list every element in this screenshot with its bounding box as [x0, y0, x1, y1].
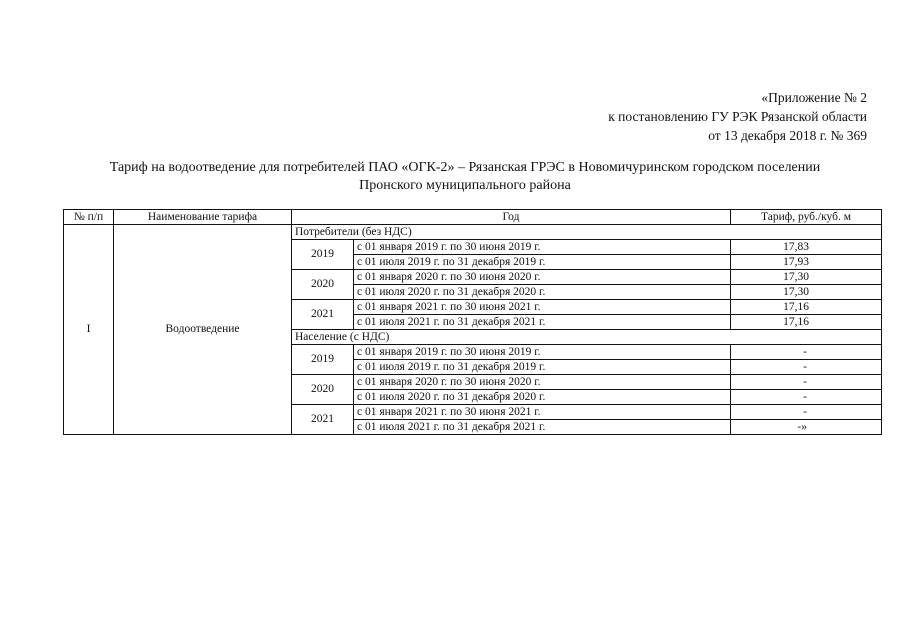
period-cell: с 01 июля 2021 г. по 31 декабря 2021 г.	[354, 420, 731, 435]
period-cell: с 01 января 2019 г. по 30 июня 2019 г.	[354, 240, 731, 255]
period-cell: с 01 июля 2020 г. по 31 декабря 2020 г.	[354, 285, 731, 300]
period-cell: с 01 января 2020 г. по 30 июня 2020 г.	[354, 270, 731, 285]
tariff-value: 17,16	[731, 300, 882, 315]
period-cell: с 01 января 2021 г. по 30 июня 2021 г.	[354, 405, 731, 420]
tariff-table	[63, 209, 882, 435]
title-line-2: Пронского муниципального района	[359, 178, 571, 193]
appendix-header	[608, 88, 867, 145]
year-cell: 2020	[292, 375, 354, 405]
year-cell: 2021	[292, 405, 354, 435]
group-label: Потребители (без НДС)	[292, 225, 882, 240]
tariff-value: -	[731, 390, 882, 405]
column-header-name: Наименование тарифа	[114, 210, 292, 225]
row-number: I	[64, 225, 114, 435]
period-cell: с 01 июля 2020 г. по 31 декабря 2020 г.	[354, 390, 731, 405]
period-cell: с 01 января 2020 г. по 30 июня 2020 г.	[354, 375, 731, 390]
tariff-value: -	[731, 360, 882, 375]
document-title	[60, 159, 870, 195]
column-header-number: № п/п	[64, 210, 114, 225]
period-cell: с 01 июля 2021 г. по 31 декабря 2021 г.	[354, 315, 731, 330]
column-header-year: Год	[292, 210, 731, 225]
tariff-value: 17,16	[731, 315, 882, 330]
tariff-value: 17,83	[731, 240, 882, 255]
tariff-value: -	[731, 405, 882, 420]
year-cell: 2020	[292, 270, 354, 300]
tariff-name: Водоотведение	[114, 225, 292, 435]
year-cell: 2019	[292, 345, 354, 375]
year-cell: 2021	[292, 300, 354, 330]
appendix-line-2: к постановлению ГУ РЭК Рязанской области	[608, 109, 867, 124]
title-line-1: Тариф на водоотведение для потребителей ПАО «ОГК-2» – Рязанская ГРЭС в Новомичуринском городском поселении	[109, 160, 821, 175]
tariff-value: 17,30	[731, 285, 882, 300]
period-cell: с 01 июля 2019 г. по 31 декабря 2019 г.	[354, 255, 731, 270]
tariff-value: -	[731, 375, 882, 390]
table-row	[64, 225, 882, 240]
appendix-line-3: от 13 декабря 2018 г. № 369	[708, 128, 867, 143]
tariff-value: -	[731, 345, 882, 360]
tariff-value: 17,93	[731, 255, 882, 270]
period-cell: с 01 января 2021 г. по 30 июня 2021 г.	[354, 300, 731, 315]
tariff-value: 17,30	[731, 270, 882, 285]
appendix-line-1: «Приложение № 2	[761, 90, 867, 105]
period-cell: с 01 июля 2019 г. по 31 декабря 2019 г.	[354, 360, 731, 375]
group-label: Население (с НДС)	[292, 330, 882, 345]
column-header-tariff: Тариф, руб./куб. м	[731, 210, 882, 225]
year-cell: 2019	[292, 240, 354, 270]
table-header-row	[64, 210, 882, 225]
tariff-value: -»	[731, 420, 882, 435]
period-cell: с 01 января 2019 г. по 30 июня 2019 г.	[354, 345, 731, 360]
